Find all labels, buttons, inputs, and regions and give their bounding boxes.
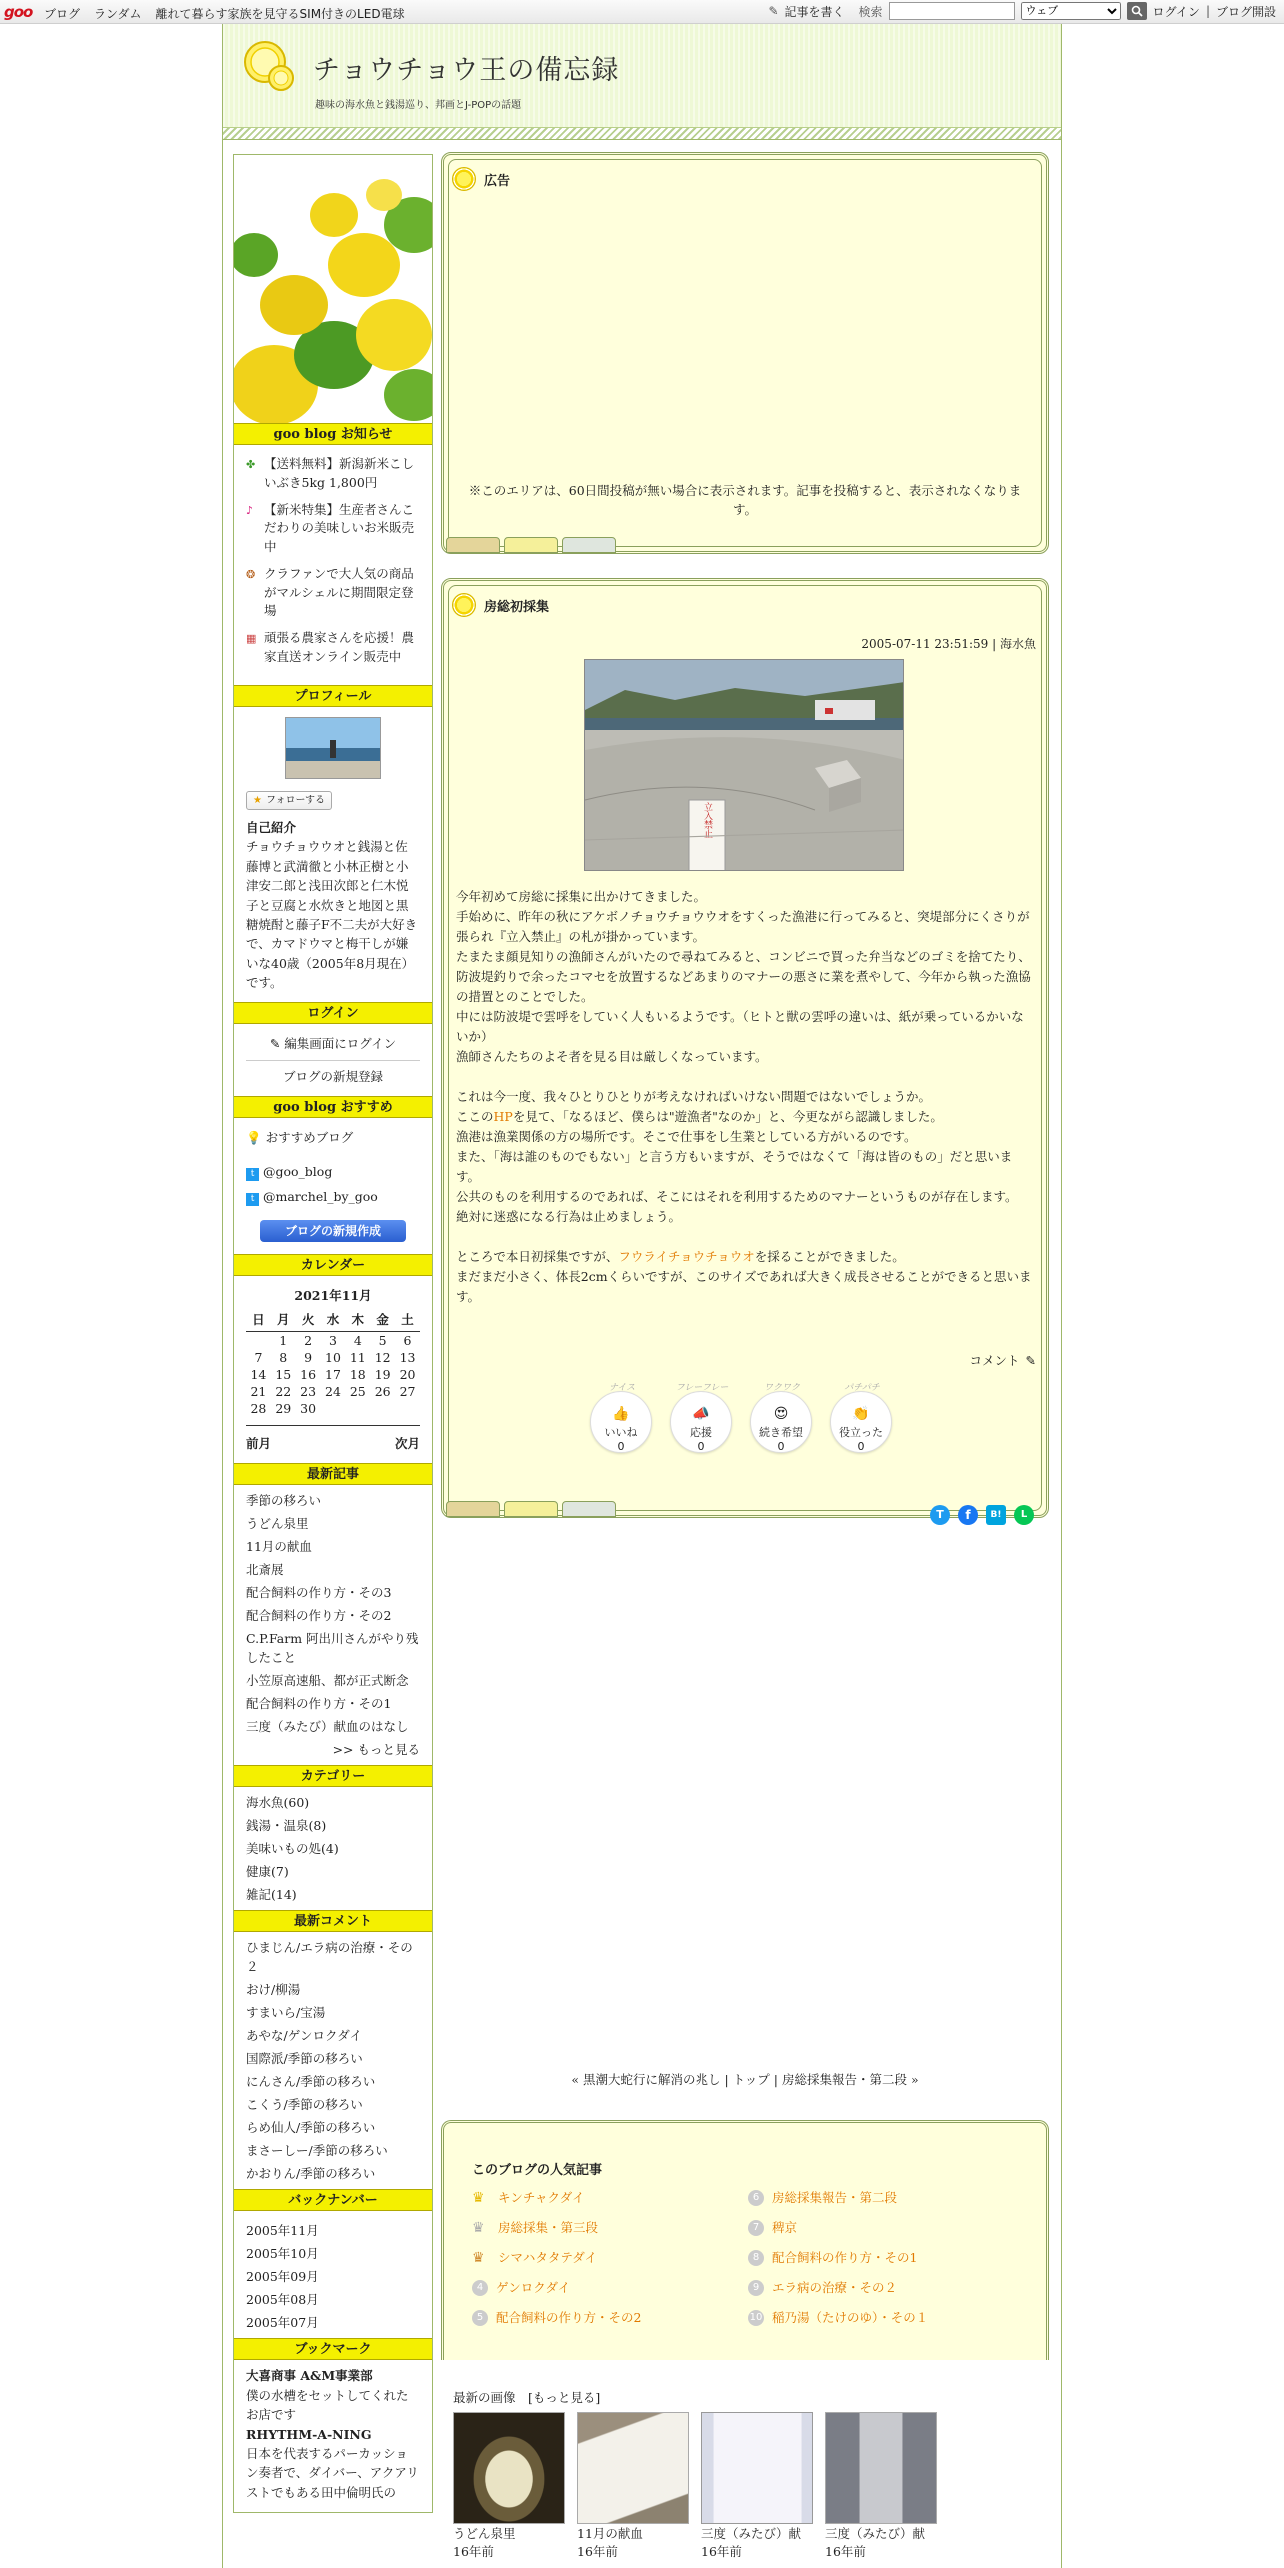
calendar-week [246,1349,420,1366]
calendar-day: 25 [349,1384,366,1399]
search-icon [1131,5,1143,17]
blog-header [223,24,1061,128]
ad-notice: ※このエリアは、60日間投稿が無い場合に表示されます。記事を投稿すると、表示されなくなります。 [468,483,1022,518]
twitter-share-icon[interactable]: T [930,1505,950,1525]
backnumber-heading: バックナンバー [234,2189,432,2211]
recent-list [234,1485,432,1765]
gold-crown-icon: ♛ [472,2190,485,2206]
popular-title[interactable]: 配合飼料の作り方・その2 [496,2310,642,2325]
thumbs-up-icon: 👍 [612,1406,630,1422]
popular-item[interactable] [472,2303,742,2333]
calendar-day: 12 [374,1350,391,1365]
entry-date: 2005-07-11 23:51:59 [861,637,989,651]
entry-photo[interactable] [584,659,904,871]
blood-donation-photo[interactable] [577,2412,689,2524]
entry-paragraph: 今年初めて房総に採集に出かけてきました。 [456,889,707,904]
silver-crown-icon: ♛ [472,2220,485,2236]
popular-right-column [748,2183,1038,2333]
twitter-icon: t [246,1168,259,1181]
category-count: (14) [271,1887,297,1903]
popular-title[interactable]: エラ病の治療・その２ [772,2280,898,2295]
reaction-label: 応援 [690,1426,712,1439]
calendar-day: 4 [353,1333,362,1348]
backnumber-item[interactable]: 2005年09月 [246,2269,319,2285]
calendar-week [246,1400,420,1417]
comment-item[interactable]: らめ仙人/季節の移ろい [246,2120,376,2136]
notice-text[interactable]: 【送料無料】新潟新米こしいぶき5kg 1,800円 [264,456,415,490]
entry-paragraph: たまたま顔見知りの漁師さんがいたので尋ねてみると、コンビニで買った弁当などのゴミを捨てたり、防波堤釣りで余ったコマセを放置するなどあまりのマナーの悪さに業を煮やして、今年から執った漁協の措置とのことでした。 [456,949,1031,1004]
popular-title[interactable]: キンチャクダイ [498,2190,585,2205]
follow-button[interactable] [246,791,332,811]
goo-logo[interactable]: goo [4,3,33,21]
calendar-day: 13 [399,1350,416,1365]
calendar-day: 3 [328,1333,337,1348]
popular-item[interactable] [748,2303,1038,2333]
prev-entry-link[interactable]: « 黒潮大蛇行に解消の兆し [571,2072,721,2087]
recent-heading: 最新記事 [234,1463,432,1485]
calendar-day: 11 [349,1350,366,1365]
search-scope-select[interactable] [1021,2,1121,20]
hatena-bookmark-icon[interactable]: B! [986,1505,1006,1525]
reaction-count: 0 [777,1440,785,1453]
create-blog-button[interactable]: ブログの新規作成 [260,1220,406,1242]
calendar-day: 24 [325,1384,341,1399]
comment-item[interactable]: おけ/柳湯 [246,1982,301,1998]
comment-item[interactable]: すまいら/宝湯 [246,2005,326,2021]
poster-photo[interactable] [701,2412,813,2524]
calendar-day: 23 [300,1384,317,1399]
notice-item[interactable] [246,455,420,493]
popular-item[interactable] [748,2273,1038,2303]
entry-paragraph: 漁師さんたちのよそ者を見る目は厳しくなっています。 [456,1049,768,1064]
weekday: 日 [246,1310,271,1332]
entry-paragraph [456,1107,1034,1127]
comment-label[interactable]: コメント [969,1353,1020,1368]
calendar-day: 21 [250,1384,267,1399]
reaction-buttons [590,1383,892,1453]
reaction-like-button[interactable] [590,1383,652,1453]
rank-badge: 6 [748,2190,764,2206]
entry-pager [441,2070,1049,2088]
blog-description: 趣味の海水魚と銭湯巡り、邦画とJ-POPの話題 [315,100,522,111]
category-heading: カテゴリー [234,1765,432,1787]
thumb-age: 16年前 [701,2544,742,2559]
search-input[interactable] [889,2,1015,20]
entry-text: ところで本日初採集ですが、 [456,1249,619,1264]
entry-category-link[interactable]: 海水魚 [999,637,1036,651]
popular-item[interactable] [472,2243,742,2273]
category-name[interactable]: 美味いもの処 [246,1841,322,1857]
twitter-marchel-link[interactable]: @marchel_by_goo [262,1188,378,1204]
thumb-title[interactable]: 三度（みたび）献 [701,2526,802,2541]
calendar-week [246,1366,420,1383]
entry-text: を採ることができました。 [754,1249,905,1264]
calendar-days [246,1332,420,1418]
comment-item[interactable]: にんさん/季節の移ろい [246,2074,376,2090]
entry-paragraph: 絶対に迷惑になる行為は止めましょう。 [456,1209,682,1224]
calendar-day: 17 [325,1367,341,1382]
image-thumb[interactable] [701,2412,813,2560]
category-item[interactable] [246,1883,420,1906]
popular-item[interactable] [472,2213,742,2243]
entry-text: ここの [456,1109,494,1124]
calendar-week [246,1332,420,1350]
calendar-day: 5 [378,1333,387,1348]
popular-item[interactable] [748,2213,1038,2243]
search-label: 検索 [858,4,883,19]
reaction-label: いいね [604,1426,638,1439]
pencil-icon: ✎ [269,1036,281,1052]
calendar-day: 29 [275,1401,292,1416]
reaction-label: 続き希望 [759,1426,803,1439]
entry-paragraph: 中には防波堤で雲呼をしていく人もいるようです。（ヒトと獣の雲呼の違いは、紙が乗っているかいないか） [456,1009,1024,1044]
entry-meta [861,635,1036,652]
calendar-day: 8 [279,1350,288,1365]
notice-text[interactable]: クラファンで大人気の商品がマルシェルに期間限定登場 [264,565,414,619]
profile-heading: プロフィール [234,685,432,707]
search-button[interactable] [1127,2,1147,20]
notice-item[interactable] [246,501,420,557]
backnumber-item[interactable]: 2005年10月 [246,2246,319,2262]
weekday: 土 [395,1310,420,1332]
entry-photo-sign: 立入禁止 [702,802,712,838]
rank-badge: 5 [472,2310,488,2326]
latest-images-heading: 最新の画像 [453,2390,516,2405]
calendar-day: 16 [300,1367,317,1382]
notice-list [234,445,432,685]
sidebar [233,154,433,2513]
calendar-day [321,1400,346,1417]
reaction-cheer-button[interactable] [670,1383,732,1453]
entry-paragraph: また、「海は誰のものでもない」と言う方もいますが、そうではなくて「海は皆のもの」だと思います。 [456,1149,1013,1184]
calendar-day: 15 [275,1367,292,1382]
separator: | [1205,4,1210,18]
image-thumb[interactable] [453,2412,565,2560]
calendar-day: 19 [374,1367,391,1382]
reaction-count: 0 [697,1440,705,1453]
calendar-day: 20 [399,1367,416,1382]
bronze-crown-icon: ♛ [472,2250,485,2266]
calendar-day: 6 [403,1333,412,1348]
bookmark-desc: 僕の水槽をセットしてくれたお店です [246,2387,409,2423]
profile-avatar[interactable] [285,717,381,779]
popular-item[interactable] [472,2183,742,2213]
edit-login-link[interactable]: 編集画面にログイン [284,1036,397,1052]
calendar-day: 10 [325,1350,341,1365]
entry-paragraph: 公共のものを利用するのであれば、そこにはそれを利用するためのマナーというものが存在します。 [456,1189,1018,1204]
recommend-section [234,1118,432,1254]
reaction-helpful-button[interactable] [830,1383,892,1453]
weekday: 火 [296,1310,321,1332]
recent-item[interactable]: 北斎展 [246,1562,284,1578]
comment-item[interactable]: こくう/季節の移ろい [246,2097,363,2113]
next-entry-link[interactable]: 房総採集報告・第二段 » [781,2072,919,2087]
thumb-title[interactable]: 三度（みたび）献 [825,2526,926,2541]
backnumber-list [234,2211,432,2338]
comment-item[interactable]: まさーしー/季節の移ろい [246,2143,388,2159]
recent-item[interactable]: 配合飼料の作り方・その3 [246,1585,392,1601]
corridor-photo[interactable] [825,2412,937,2524]
category-name[interactable]: 海水魚 [246,1795,284,1811]
calendar-day: 7 [254,1350,263,1365]
calendar-day: 26 [374,1384,391,1399]
popular-title[interactable]: 房総採集報告・第二段 [772,2190,898,2205]
reaction-count: 0 [617,1440,625,1453]
entry-body [456,887,1034,1307]
entry-paragraph: まだまだ小さく、体長2cmくらいですが、このサイズであれば大きく成長させることができると思います。 [456,1269,1032,1304]
reaction-caption: フレーフレー [675,1383,729,1393]
rank-badge: 8 [748,2250,764,2266]
share-buttons [930,1505,1034,1525]
popular-title[interactable]: 稗京 [772,2220,798,2235]
box-tabs [446,537,616,553]
new-register-link[interactable]: ブログの新規登録 [282,1068,383,1084]
comment-item[interactable]: あやな/ゲンロクダイ [246,2028,362,2044]
comment-link[interactable] [970,1351,1037,1369]
recent-item[interactable]: 配合飼料の作り方・その1 [246,1696,392,1712]
pencil-icon: ✎ [768,4,779,18]
calendar-day [345,1400,370,1417]
entry-hp-link[interactable]: HP [493,1109,513,1124]
backnumber-item[interactable]: 2005年11月 [246,2223,319,2239]
calendar-month: 2021年11月 [294,1288,372,1304]
login-section [234,1024,432,1096]
intro-heading: 自己紹介 [246,820,297,835]
login-heading: ログイン [234,1002,432,1024]
calendar-day: 28 [250,1401,267,1416]
reaction-caption: ワクワク [763,1383,800,1393]
ad-title: 広告 [484,173,511,189]
next-month-link[interactable]: 次月 [394,1436,420,1451]
reaction-label: 役立った [839,1426,883,1439]
recent-item[interactable]: C.P.Farm 阿出川さんがやり残したこと [246,1631,419,1666]
open-blog-link[interactable]: ブログ開設 [1215,4,1276,19]
calendar-day: 1 [279,1333,288,1348]
calendar [234,1276,432,1463]
line-share-icon[interactable]: L [1014,1505,1034,1525]
notice-text[interactable]: 【新米特集】生産者さんこだわりの美味しいお米販売中 [264,501,415,554]
rank-badge: 7 [748,2220,764,2236]
reaction-count: 0 [857,1440,865,1453]
notice-item[interactable] [246,565,420,621]
popular-title[interactable]: シマハタタテダイ [498,2250,598,2265]
entry-text: を見て、「なるほど、僕らは"遊漁者"なのか」と、今更ながら認識しました。 [512,1109,943,1124]
category-name[interactable]: 銭湯・温泉 [246,1818,309,1834]
popular-item[interactable] [748,2183,1038,2213]
entry-paragraph: これは今一度、我々ひとりひとりが考えなければいけない問題ではないでしょうか。 [456,1089,932,1104]
calendar-week [246,1383,420,1400]
thumb-title[interactable]: うどん泉里 [453,2526,516,2541]
sun-icon [452,593,476,617]
twitter-icon: t [246,1193,259,1206]
recommend-blog-link[interactable]: おすすめブログ [265,1130,354,1146]
calendar-day: 27 [399,1384,416,1399]
intro-text: チョウチョウウオと銭湯と佐藤博と武満徹と小林正樹と小津安二郎と浅田次郎と仁木悦子と豆腐と水炊きと地図と黒糖焼酎と藤子F不二夫が大好きで、カマドウマと梅干しが嫌いな40歳（2005年8月現在）です。 [246,839,418,990]
reaction-caption: ナイス [608,1383,636,1393]
follow-label: フォローする [265,794,325,806]
bookmark-list [234,2360,432,2512]
star-icon: ★ [253,794,262,806]
thumb-age: 16年前 [577,2544,618,2559]
popular-title[interactable]: 房総採集・第三段 [498,2220,599,2235]
megaphone-icon: 📣 [692,1406,710,1422]
thumb-age: 16年前 [453,2544,494,2559]
comment-item[interactable]: ひまじん/エラ病の治療・その２ [246,1940,413,1975]
entry-paragraph [456,1247,1034,1267]
meta-separator: | [988,637,1000,651]
category-list [234,1787,432,1910]
calendar-day: 2 [304,1333,313,1348]
blog-title[interactable]: チョウチョウ王の備忘録 [313,55,620,86]
entry-paragraph: 手始めに、昨年の秋にアケボノチョウチョウウオをすくった漁港に行ってみると、突堤部分にくさりが張られ『立入禁止』の札が掛かっています。 [456,909,1030,944]
reaction-more-button[interactable] [750,1383,812,1453]
comments-list [234,1932,432,2189]
backnumber-item[interactable]: 2005年08月 [246,2292,319,2308]
sun-icon [452,167,476,191]
image-thumb[interactable] [825,2412,937,2560]
recent-item[interactable]: 三度（みたび）献血のはなし [246,1719,409,1735]
recent-more-link[interactable]: >> もっと見る [332,1742,420,1758]
lemon-logo-icon [241,38,297,94]
category-item[interactable] [246,1791,420,1814]
entry-box [441,578,1049,1522]
calendar-day [370,1400,395,1417]
facebook-share-icon[interactable]: f [958,1505,978,1525]
bookmark-title[interactable]: 大喜商事 A&M事業部 [246,2368,373,2384]
bookmark-heading: ブックマーク [234,2338,432,2360]
weekday: 水 [321,1310,346,1332]
page-frame [222,24,1062,2568]
entry-paragraph: 漁港は漁業関係の方の場所です。そこで仕事をし生業としている方がいるのです。 [456,1129,917,1144]
bookmark-desc: 日本を代表するパーカッション奏者で、ダイバー、アクアリストでもある田中倫明氏の [246,2445,419,2500]
category-count: (8) [308,1818,327,1834]
popular-title[interactable]: ゲンロクダイ [496,2280,571,2295]
dog-icon: ❂ [246,567,256,581]
recent-item[interactable]: 小笠原高速船、都が正式断念 [246,1673,409,1689]
field-icon: ▦ [246,632,257,645]
calendar-day: 18 [349,1367,366,1382]
heart-eyes-icon: 😍 [773,1406,789,1422]
entry-fish-link[interactable]: フウライチョウチョウオ [618,1249,755,1264]
weekday: 木 [345,1310,370,1332]
recent-item[interactable]: うどん泉里 [246,1516,309,1532]
thumb-age: 16年前 [825,2544,866,2559]
weekday: 月 [271,1310,296,1332]
calendar-day: 22 [275,1384,292,1399]
recent-item[interactable]: 季節の移ろい [246,1493,322,1509]
nav-blog[interactable]: ブログ [44,7,81,21]
notice-text[interactable]: 頑張る農家さんを応援！農家直送オンライン販売中 [264,630,415,664]
calendar-heading: カレンダー [234,1254,432,1276]
category-item[interactable] [246,1860,420,1883]
pager-separator: | [720,2072,733,2087]
category-count: (60) [283,1795,310,1811]
nav-random[interactable]: ランダム [94,7,142,21]
calendar-day: 30 [300,1401,317,1416]
calendar-day [395,1400,420,1417]
recent-item[interactable]: 配合飼料の作り方・その2 [246,1608,392,1624]
calendar-day: 9 [304,1350,313,1365]
popular-articles [441,2120,1049,2360]
pencil-icon: ✎ [1025,1352,1036,1368]
rank-badge: 10 [748,2310,764,2326]
category-count: (4) [321,1841,339,1857]
latest-images-more-link[interactable]: [もっと見る] [528,2390,601,2405]
ad-box [441,152,1049,554]
image-thumb[interactable] [577,2412,689,2560]
login-link[interactable]: ログイン [1152,4,1200,19]
popular-heading: このブログの人気記事 [472,2163,603,2178]
category-item[interactable] [246,1837,420,1860]
comment-item[interactable]: かおりん/季節の移ろい [246,2166,376,2182]
popular-left-column [472,2183,742,2333]
music-note-icon: ♪ [246,503,254,517]
nav-promo[interactable]: 離れて暮らす家族を見守るSIM付きのLED電球 [155,7,405,21]
popular-title[interactable]: 配合飼料の作り方・その1 [772,2250,918,2265]
category-name[interactable]: 雑記 [246,1887,272,1903]
top-link[interactable]: トップ [732,2072,770,2087]
category-count: (7) [271,1864,289,1880]
backnumber-item[interactable]: 2005年07月 [246,2315,319,2331]
category-item[interactable] [246,1814,420,1837]
recommend-heading: goo blog おすすめ [234,1096,432,1118]
goo-toolbar [0,0,1284,24]
weekday: 金 [370,1310,395,1332]
rank-badge: 9 [748,2280,764,2296]
notice-item[interactable] [246,629,420,667]
write-article-link[interactable]: 記事を書く [784,4,845,19]
lemon-photo [234,155,432,423]
latest-images [453,2388,1043,2560]
popular-item[interactable] [472,2273,742,2303]
category-name[interactable]: 健康 [246,1864,272,1880]
pager-separator: | [769,2072,782,2087]
clap-icon: 👏 [852,1406,870,1422]
calendar-day [246,1332,271,1350]
reaction-caption: パチパチ [844,1383,880,1393]
calendar-table [246,1310,420,1417]
clover-icon: ✤ [246,458,256,471]
recent-item[interactable]: 11月の献血 [246,1539,312,1555]
lightbulb-icon: 💡 [246,1130,262,1146]
header-stripe [223,128,1061,140]
box-tabs [446,1501,616,1517]
bookmark-title[interactable]: RHYTHM-A-NING [246,2426,372,2442]
thumb-title[interactable]: 11月の献血 [577,2526,643,2541]
twitter-goo-blog-link[interactable]: @goo_blog [262,1163,333,1179]
calendar-day: 14 [250,1367,267,1382]
rank-badge: 4 [472,2280,488,2296]
comment-item[interactable]: 国際派/季節の移ろい [246,2051,363,2067]
notice-heading: goo blog お知らせ [234,423,432,445]
comments-heading: 最新コメント [234,1910,432,1932]
prev-month-link[interactable]: 前月 [246,1436,272,1451]
popular-title[interactable]: 稲乃湯（たけのゆ）・その１ [772,2310,929,2325]
profile-section [234,707,432,1003]
popular-item[interactable] [748,2243,1038,2273]
udon-photo[interactable] [453,2412,565,2524]
entry-title[interactable]: 房総初採集 [484,599,550,615]
